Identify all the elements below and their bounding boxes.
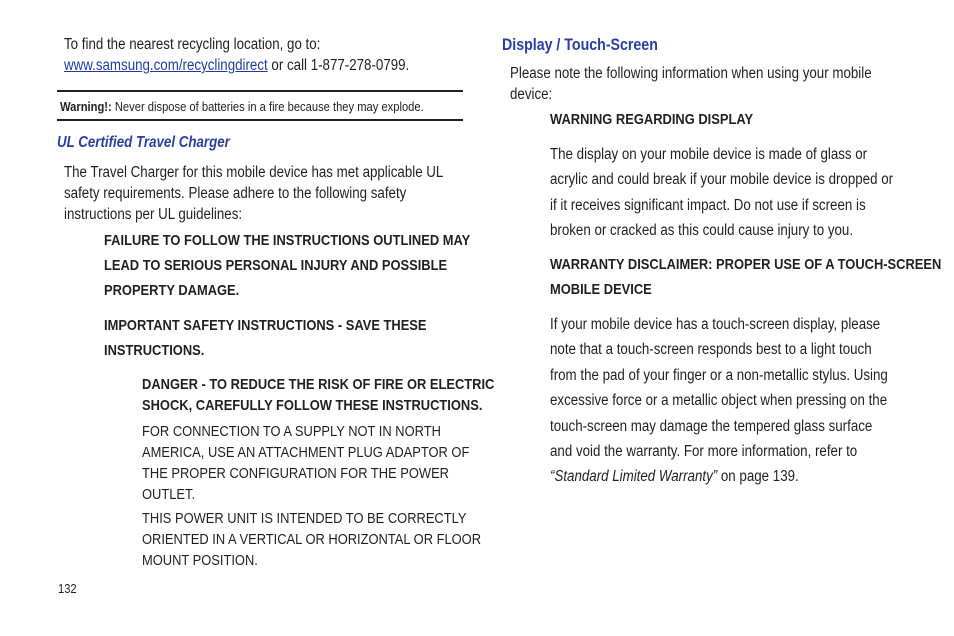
recycle-instruction [64,34,409,76]
warning-label: Warning!: [60,99,112,114]
warranty-reference: “Standard Limited Warranty” [550,468,718,486]
text-line: If your mobile device has a touch-screen display, please [550,316,881,333]
text-line: instructions per UL guidelines: [64,206,243,223]
text-line: THIS POWER UNIT IS INTENDED TO BE CORRECTLY [142,510,467,527]
text-line: THE PROPER CONFIGURATION FOR THE POWER [142,465,449,482]
text-line: Please note the following information when using your mobile [510,65,872,82]
text-line: IMPORTANT SAFETY INSTRUCTIONS - SAVE THESE [104,317,427,334]
display-heading: Display / Touch-Screen [502,36,658,54]
warranty-disclaimer-title [550,252,941,302]
warning-display-title: WARNING REGARDING DISPLAY [550,111,754,128]
text-line: The display on your mobile device is made of glass or [550,146,868,163]
warning-message: Never dispose of batteries in a fire because they may explode. [111,99,424,114]
ul-paragraph [64,162,443,225]
text-line: acrylic and could break if your mobile device is dropped or [550,171,894,189]
text-line: MOBILE DEVICE [550,281,652,298]
text-line: DANGER - TO REDUCE THE RISK OF FIRE OR ELECTRIC [142,376,495,393]
text-line: LEAD TO SERIOUS PERSONAL INJURY AND POSSIBLE [104,257,448,274]
text-line: The Travel Charger for this mobile device has met applicable UL [64,164,444,181]
ul-heading: UL Certified Travel Charger [57,134,230,151]
recycle-line: To find the nearest recycling location, go to: [64,36,321,53]
display-warning-text [550,142,893,244]
text-line: FOR CONNECTION TO A SUPPLY NOT IN NORTH [142,423,441,440]
warning-text [60,100,424,114]
text-line: AMERICA, USE AN ATTACHMENT PLUG ADAPTOR OF [142,444,470,461]
text-line: WARRANTY DISCLAIMER: PROPER USE OF A TOUCH-SCREEN [550,256,942,273]
danger-warning [142,374,494,416]
text-line: from the pad of your finger or a non-metallic stylus. Using [550,366,888,384]
text-line: and void the warranty. For more information, refer to [550,443,858,461]
text-line: OUTLET. [142,486,196,503]
failure-warning [104,228,470,303]
warranty-page-ref: on page 139. [717,468,799,486]
text-line: excessive force or a metallic object when pressing on the [550,392,888,410]
touch-screen-text [550,312,888,490]
text-line: broken or cracked as this could cause injury to you. [550,222,854,240]
text-line: MOUNT POSITION. [142,552,258,569]
recycle-link-line [64,55,409,76]
recycling-link[interactable]: www.samsung.com/recyclingdirect [64,57,268,74]
page-number: 132 [58,581,77,596]
recycle-phone-text: or call 1-877-278-0799. [267,57,410,74]
text-line: device: [510,86,553,103]
text-line: SHOCK, CAREFULLY FOLLOW THESE INSTRUCTIONS. [142,397,483,414]
text-line: ORIENTED IN A VERTICAL OR HORIZONTAL OR FLOOR [142,531,482,548]
text-line: if it receives significant impact. Do not use if screen is [550,196,866,214]
text-line: note that a touch-screen responds best to a light touch [550,341,872,359]
text-line: PROPERTY DAMAGE. [104,282,240,299]
display-intro [510,63,872,105]
orientation-instruction [142,508,481,571]
connection-instruction [142,421,469,505]
text-line: INSTRUCTIONS. [104,342,205,359]
important-safety-heading [104,313,427,363]
warranty-reference-line [550,464,888,489]
text-line: touch-screen may damage the tempered glass surface [550,417,873,435]
warning-box [57,90,463,121]
text-line: safety requirements. Please adhere to the following safety [64,185,407,202]
text-line: FAILURE TO FOLLOW THE INSTRUCTIONS OUTLINED MAY [104,232,471,249]
